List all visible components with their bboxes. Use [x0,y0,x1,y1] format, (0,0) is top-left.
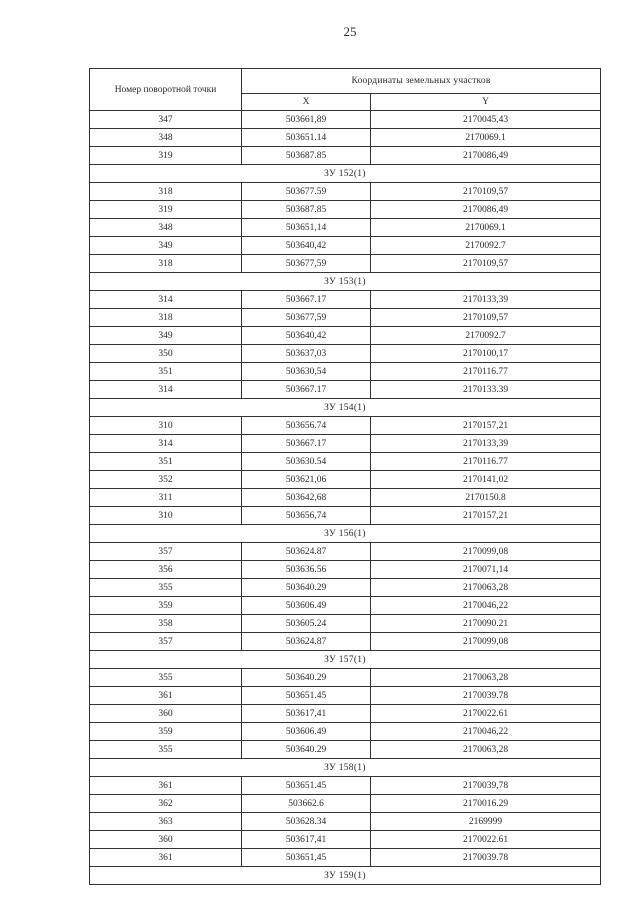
parcel-title: ЗУ 159(1) [90,867,601,885]
point-number-cell: 310 [90,507,242,525]
x-coordinate-cell: 503677,59 [242,255,371,273]
point-number-cell: 348 [90,219,242,237]
table-row [90,543,601,561]
y-coordinate-cell: 2170069.1 [371,129,601,147]
point-number-cell: 357 [90,633,242,651]
point-number-cell: 359 [90,597,242,615]
parcel-title: ЗУ 158(1) [90,759,601,777]
point-number-cell: 361 [90,687,242,705]
x-coordinate-cell: 503667.17 [242,381,371,399]
point-number-cell: 351 [90,363,242,381]
table-row [90,201,601,219]
x-coordinate-cell: 503617,41 [242,705,371,723]
point-number-cell: 355 [90,579,242,597]
point-number-cell: 357 [90,543,242,561]
y-coordinate-cell: 2170016.29 [371,795,601,813]
section-header-row [90,867,601,885]
section-header-row [90,165,601,183]
table-row [90,777,601,795]
header-y: Y [371,94,601,111]
y-coordinate-cell: 2170157,21 [371,417,601,435]
y-coordinate-cell: 2170157,21 [371,507,601,525]
point-number-cell: 355 [90,669,242,687]
section-header-row [90,399,601,417]
y-coordinate-cell: 2169999 [371,813,601,831]
y-coordinate-cell: 2170109,57 [371,183,601,201]
x-coordinate-cell: 503662.6 [242,795,371,813]
y-coordinate-cell: 2170099,08 [371,633,601,651]
y-coordinate-cell: 2170133.39 [371,381,601,399]
y-coordinate-cell: 2170039.78 [371,687,601,705]
table-row [90,741,601,759]
parcel-title: ЗУ 152(1) [90,165,601,183]
y-coordinate-cell: 2170099,08 [371,543,601,561]
table-row [90,237,601,255]
y-coordinate-cell: 2170109,57 [371,255,601,273]
table-row [90,849,601,867]
point-number-cell: 310 [90,417,242,435]
y-coordinate-cell: 2170022.61 [371,831,601,849]
point-number-cell: 358 [90,615,242,633]
y-coordinate-cell: 2170022.61 [371,705,601,723]
parcel-title: ЗУ 156(1) [90,525,601,543]
x-coordinate-cell: 503687.85 [242,147,371,165]
x-coordinate-cell: 503640.29 [242,579,371,597]
table-row [90,255,601,273]
table-row [90,381,601,399]
x-coordinate-cell: 503640.29 [242,741,371,759]
point-number-cell: 314 [90,435,242,453]
y-coordinate-cell: 2170090.21 [371,615,601,633]
table-row [90,723,601,741]
section-header-row [90,273,601,291]
header-point-number: Номер поворотной точки [90,69,242,111]
x-coordinate-cell: 503630.54 [242,453,371,471]
parcel-title: ЗУ 154(1) [90,399,601,417]
point-number-cell: 355 [90,741,242,759]
x-coordinate-cell: 503624.87 [242,633,371,651]
y-coordinate-cell: 2170086,49 [371,201,601,219]
point-number-cell: 360 [90,705,242,723]
y-coordinate-cell: 2170063,28 [371,669,601,687]
header-x: X [242,94,371,111]
table-row [90,435,601,453]
x-coordinate-cell: 503661,89 [242,111,371,129]
x-coordinate-cell: 503630,54 [242,363,371,381]
table-row [90,561,601,579]
y-coordinate-cell: 2170116.77 [371,453,601,471]
table-row [90,417,601,435]
table-row [90,579,601,597]
x-coordinate-cell: 503642,68 [242,489,371,507]
x-coordinate-cell: 503656.74 [242,417,371,435]
table-row [90,471,601,489]
y-coordinate-cell: 2170109,57 [371,309,601,327]
y-coordinate-cell: 2170092.7 [371,237,601,255]
y-coordinate-cell: 2170116.77 [371,363,601,381]
point-number-cell: 318 [90,255,242,273]
point-number-cell: 318 [90,183,242,201]
x-coordinate-cell: 503667.17 [242,291,371,309]
y-coordinate-cell: 2170086,49 [371,147,601,165]
y-coordinate-cell: 2170150.8 [371,489,601,507]
table-body [90,111,601,885]
y-coordinate-cell: 2170063,28 [371,741,601,759]
table-row [90,183,601,201]
table-row [90,813,601,831]
table-row [90,705,601,723]
x-coordinate-cell: 503624.87 [242,543,371,561]
y-coordinate-cell: 2170071,14 [371,561,601,579]
table-row [90,309,601,327]
table-row [90,345,601,363]
x-coordinate-cell: 503651.45 [242,687,371,705]
y-coordinate-cell: 2170141,02 [371,471,601,489]
x-coordinate-cell: 503687.85 [242,201,371,219]
point-number-cell: 318 [90,309,242,327]
point-number-cell: 363 [90,813,242,831]
point-number-cell: 311 [90,489,242,507]
x-coordinate-cell: 503640.29 [242,669,371,687]
x-coordinate-cell: 503677,59 [242,309,371,327]
x-coordinate-cell: 503667.17 [242,435,371,453]
point-number-cell: 351 [90,453,242,471]
table-row [90,489,601,507]
section-header-row [90,759,601,777]
parcel-title: ЗУ 153(1) [90,273,601,291]
x-coordinate-cell: 503651,14 [242,219,371,237]
point-number-cell: 319 [90,147,242,165]
table-row [90,795,601,813]
table-row [90,507,601,525]
y-coordinate-cell: 2170092.7 [371,327,601,345]
x-coordinate-cell: 503636.56 [242,561,371,579]
table-row [90,219,601,237]
point-number-cell: 352 [90,471,242,489]
point-number-cell: 349 [90,327,242,345]
point-number-cell: 360 [90,831,242,849]
x-coordinate-cell: 503651,45 [242,849,371,867]
table-row [90,597,601,615]
y-coordinate-cell: 2170039,78 [371,777,601,795]
section-header-row [90,525,601,543]
header-coordinates: Координаты земельных участков [242,69,601,94]
point-number-cell: 314 [90,381,242,399]
table-row [90,327,601,345]
table-row [90,615,601,633]
table-row [90,129,601,147]
y-coordinate-cell: 2170045,43 [371,111,601,129]
x-coordinate-cell: 503606.49 [242,723,371,741]
table-row [90,363,601,381]
y-coordinate-cell: 2170069.1 [371,219,601,237]
table-row [90,633,601,651]
x-coordinate-cell: 503656,74 [242,507,371,525]
point-number-cell: 362 [90,795,242,813]
x-coordinate-cell: 503617,41 [242,831,371,849]
x-coordinate-cell: 503621,06 [242,471,371,489]
table-row [90,147,601,165]
y-coordinate-cell: 2170100,17 [371,345,601,363]
x-coordinate-cell: 503606.49 [242,597,371,615]
y-coordinate-cell: 2170133,39 [371,435,601,453]
table-row [90,111,601,129]
y-coordinate-cell: 2170039.78 [371,849,601,867]
y-coordinate-cell: 2170046,22 [371,723,601,741]
x-coordinate-cell: 503637,03 [242,345,371,363]
point-number-cell: 361 [90,849,242,867]
coordinates-table [89,68,601,885]
table-row [90,291,601,309]
point-number-cell: 356 [90,561,242,579]
x-coordinate-cell: 503677.59 [242,183,371,201]
point-number-cell: 361 [90,777,242,795]
x-coordinate-cell: 503640,42 [242,237,371,255]
page-number: 25 [343,24,357,39]
table-row [90,453,601,471]
table-row [90,831,601,849]
table-row [90,687,601,705]
point-number-cell: 319 [90,201,242,219]
x-coordinate-cell: 503605.24 [242,615,371,633]
point-number-cell: 359 [90,723,242,741]
point-number-cell: 348 [90,129,242,147]
section-header-row [90,651,601,669]
y-coordinate-cell: 2170046,22 [371,597,601,615]
point-number-cell: 350 [90,345,242,363]
table-row [90,669,601,687]
point-number-cell: 314 [90,291,242,309]
point-number-cell: 349 [90,237,242,255]
parcel-title: ЗУ 157(1) [90,651,601,669]
point-number-cell: 347 [90,111,242,129]
y-coordinate-cell: 2170133,39 [371,291,601,309]
x-coordinate-cell: 503628.34 [242,813,371,831]
y-coordinate-cell: 2170063,28 [371,579,601,597]
x-coordinate-cell: 503651.45 [242,777,371,795]
x-coordinate-cell: 503651.14 [242,129,371,147]
x-coordinate-cell: 503640,42 [242,327,371,345]
